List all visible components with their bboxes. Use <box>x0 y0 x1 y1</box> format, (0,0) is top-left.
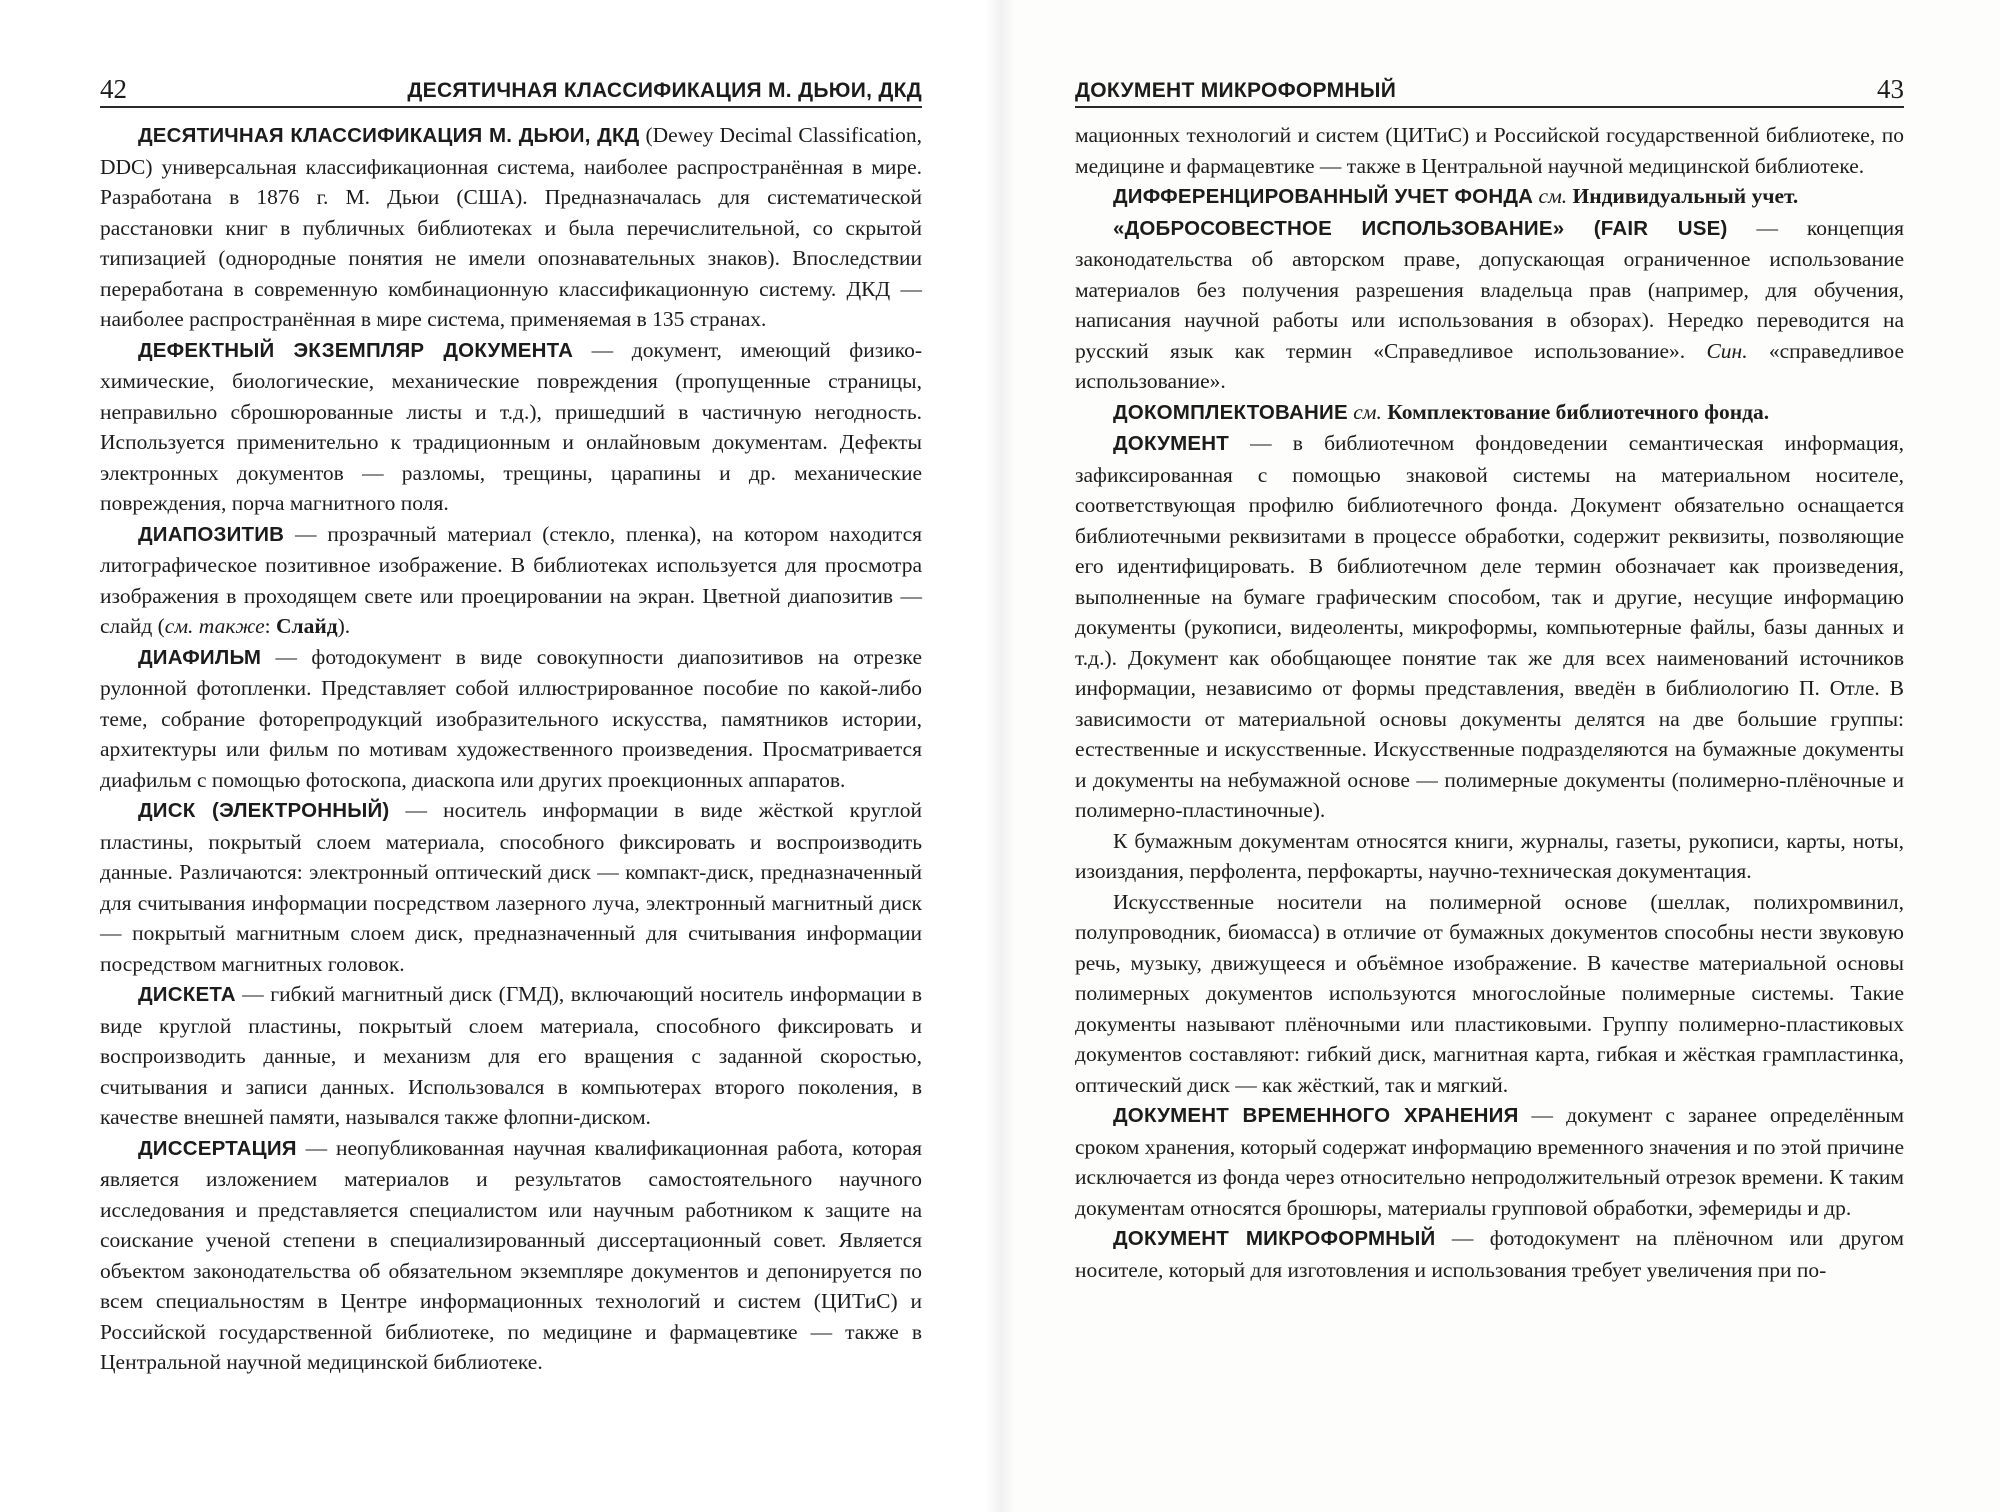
dictionary-entry <box>1075 213 1904 397</box>
entry-text: — фотодокумент на плёночном или другом носителе, который для изготовления и использования требует увеличения при по- <box>1075 1226 1905 1282</box>
entry-term: ДИАПОЗИТИВ <box>138 522 285 546</box>
running-head: ДЕСЯТИЧНАЯ КЛАССИФИКАЦИЯ М. ДЬЮИ, ДКД <box>407 79 922 102</box>
dictionary-entry <box>100 642 922 796</box>
entry-text: — в библиотечном фондоведении семантическая информация, зафиксированная с помощью знаковой системы на материальном носителе, соответствующая профилю библиотечного фонда. Документ обязательно оснащается библиотечными реквизитами в процессе обработки, содержит реквизиты, позволяющие его идентифицировать. В библиотечном деле термин обозначает как произведения, выполненные на бумаге графическим способом, так и другие, несущие информацию документы (рукописи, видеоленты, микроформы, компьютерные файлы, базы данных и т.д.). Документ как обобщающее понятие так же для всех наименований источников информации, независимо от формы представления, введён в библиологию П. Отле. В зависимости от материальной основы документы делятся на две большие группы: естественные и искусственные. Искусственные подразделяются на бумажные документы и документы на небумажной основе — полимерные документы (полимерно-плёночные и полимерно-пластиночные). <box>1075 431 1904 822</box>
entry-term: «ДОБРОСОВЕСТНОЕ ИСПОЛЬЗОВАНИЕ» (FAIR USE) <box>1113 216 1728 240</box>
entry-text: — документ с заранее определённым сроком хранения, который содержат информацию временного значения и по этой причине исключается из фонда через относительно непродолжительный отрезок времени. К таким документам относятся брошюры, материалы групповой обработки, эфемериды и др. <box>1075 1103 1904 1220</box>
dictionary-entry <box>1075 181 1904 213</box>
entry-text: — гибкий магнитный диск (ГМД), включающий носитель информации в виде круглой пластины, покрытый слоем материала, способного фиксировать и воспроизводить данные, и механизм для его вращения с заданной скоростью, считывания и записи данных. Использовался в компьютерах второго поколения, в качестве внешней памяти, назывался также флопни-диском. <box>100 982 922 1129</box>
dictionary-entry <box>1075 428 1904 826</box>
entry-term: ДИФФЕРЕНЦИРОВАННЫЙ УЧЕТ ФОНДА <box>1113 185 1534 208</box>
entry-term: ДЕФЕКТНЫЙ ЭКЗЕМПЛЯР ДОКУМЕНТА <box>138 338 574 362</box>
gutter-shadow <box>985 0 1015 1512</box>
synonym-label: Син. <box>1706 338 1748 363</box>
right-page <box>1000 0 2000 1512</box>
entry-text: — фотодокумент в виде совокупности диапозитивов на отрезке рулонной фотопленки. Представляет собой иллюстрированное пособие по какой-либо теме, собрание фоторепродукций изобразительного искусства, памятников истории, архитектуры или фильм по мотивам художественного произведения. Просматривается диафильм с помощью фотоскопа, диаскопа или других проекционных аппаратов. <box>100 644 922 792</box>
entry-term: ДЕСЯТИЧНАЯ КЛАССИФИКАЦИЯ М. ДЬЮИ, ДКД <box>138 124 640 147</box>
page-number: 43 <box>1877 74 1904 104</box>
entry-text: (Dewey Decimal Classification, DDC) универсальная классификационная система, наиболее распространённая в мире. Разработана в 1876 г. М. Дьюи (США). Предназначалась для систематической расстановки книг в публичных библиотеках и была перечислительной, со скрытой типизацией (однородные понятия не имели опознавательных знаков). Впоследствии переработана в современную комбинационную классификационную систему. ДКД — наиболее распространённая в мире система, применяемая в 135 странах. <box>100 123 922 331</box>
right-page-header <box>1075 72 1904 108</box>
see-reference-target: Комплектование библиотечного фонда. <box>1387 399 1770 424</box>
dictionary-entry <box>100 1133 922 1378</box>
entry-term: ДОКУМЕНТ <box>1113 432 1230 455</box>
dictionary-entry <box>100 795 922 979</box>
continued-text: мационных технологий и систем (ЦИТиС) и Российской государственной библиотеке, по медицине и фармацевтике — также в Центральной научной медицинской библиотеке. <box>1075 123 1904 178</box>
see-reference-target: Индивидуальный учет. <box>1572 184 1799 208</box>
dictionary-entry <box>100 120 922 335</box>
page-number: 42 <box>100 74 127 104</box>
entry-term: ДИСК (ЭЛЕКТРОННЫЙ) <box>138 799 390 822</box>
dictionary-entry <box>1075 1100 1904 1223</box>
left-page-header <box>100 72 922 108</box>
entry-term: ДОКУМЕНТ ВРЕМЕННОГО ХРАНЕНИЯ <box>1113 1104 1519 1127</box>
right-page-body <box>1075 120 1904 1285</box>
entry-text: — концепция законодательства об авторском праве, допускающая ограниченное использование материалов без получения разрешения владельца прав (например, для обучения, написания научной работы или использования в обзорах). Нередко переводится на русский язык как термин «Справедливое использование». <box>1075 215 1904 363</box>
body-paragraph: Искусственные носители на полимерной основе (шеллак, полихромвинил, полупроводник, биомасса) в отличие от бумажных документов способны нести звуковую речь, музыку, движущееся и объёмное изображение. В качестве материальной основы полимерных документов используются многослойные полимерные системы. Такие документы называют плёночными или пластиковыми. Группу полимерно-пластиковых документов составляют: гибкий диск, магнитная карта, гибкая и жёсткая грампластинка, оптический диск — как жёсткий, так и мягкий. <box>1075 889 1904 1097</box>
entry-text: — прозрачный материал (стекло, пленка), на котором находится литографическое позитивное изображение. В библиотеках используется для просмотра изображения в проходящем свете или проецировании на экран. Цветной диапозитив — слайд ( <box>100 521 922 638</box>
see-reference-label: см. <box>1538 184 1568 208</box>
running-head: ДОКУМЕНТ МИКРОФОРМНЫЙ <box>1075 79 1397 102</box>
entry-term: ДИССЕРТАЦИЯ <box>138 1136 297 1160</box>
dictionary-entry <box>1075 397 1904 429</box>
entry-text: — неопубликованная научная квалификационная работа, которая является изложением материалов и результатов самостоятельного научного исследования и представляется специалистом или научным работником к защите на соискание ученой степени в специализированный диссертационный совет. Является объектом законодательства об обязательном экземпляре документов и депонируется по всем специальностям в Центре информационных технологий и систем (ЦИТиС) и Российской государственной библиотеке, по медицине и фармацевтике — также в Центральной научной медицинской библиотеке. <box>100 1135 922 1374</box>
entry-term: ДОКОМПЛЕКТОВАНИЕ <box>1113 400 1348 424</box>
see-reference-label: см. <box>1353 399 1382 424</box>
synonym-text: «справедливое использование». <box>1075 338 1904 393</box>
entry-term: ДИСКЕТА <box>138 983 236 1006</box>
dictionary-entry <box>100 979 922 1133</box>
see-also-close: ). <box>337 614 351 638</box>
entry-text: — документ, имеющий физико-химические, биологические, механические повреждения (пропущенные страницы, неправильно сброшюрованные листы и т.д.), пришедший в частичную негодность. Используется применительно к традиционным и онлайновым документам. Дефекты электронных документов — разломы, трещины, царапины и др. механические повреждения, порча магнитного поля. <box>100 337 922 515</box>
see-also-label: см. также <box>164 614 265 638</box>
entry-term: ДОКУМЕНТ МИКРОФОРМНЫЙ <box>1113 1227 1436 1250</box>
body-paragraph: К бумажным документам относятся книги, журналы, газеты, рукописи, карты, ноты, изоиздания, перфолента, перфокарты, научно-техническая документация. <box>1075 828 1904 883</box>
left-page-body <box>100 120 922 1378</box>
see-also-target: Слайд <box>276 614 338 638</box>
entry-term: ДИАФИЛЬМ <box>138 645 262 669</box>
dictionary-entry <box>1075 1223 1904 1285</box>
dictionary-entry <box>100 519 922 642</box>
see-also-colon: : <box>264 614 277 638</box>
entry-text: — носитель информации в виде жёсткой круглой пластины, покрытый слоем материала, способного фиксировать и воспроизводить данные. Различаются: электронный оптический диск — компакт-диск, предназначенный для считывания информации посредством лазерного луча, электронный магнитный диск — покрытый магнитным слоем диск, предназначенный для считывания информации посредством магнитных головок. <box>100 798 922 976</box>
dictionary-entry <box>100 335 922 519</box>
